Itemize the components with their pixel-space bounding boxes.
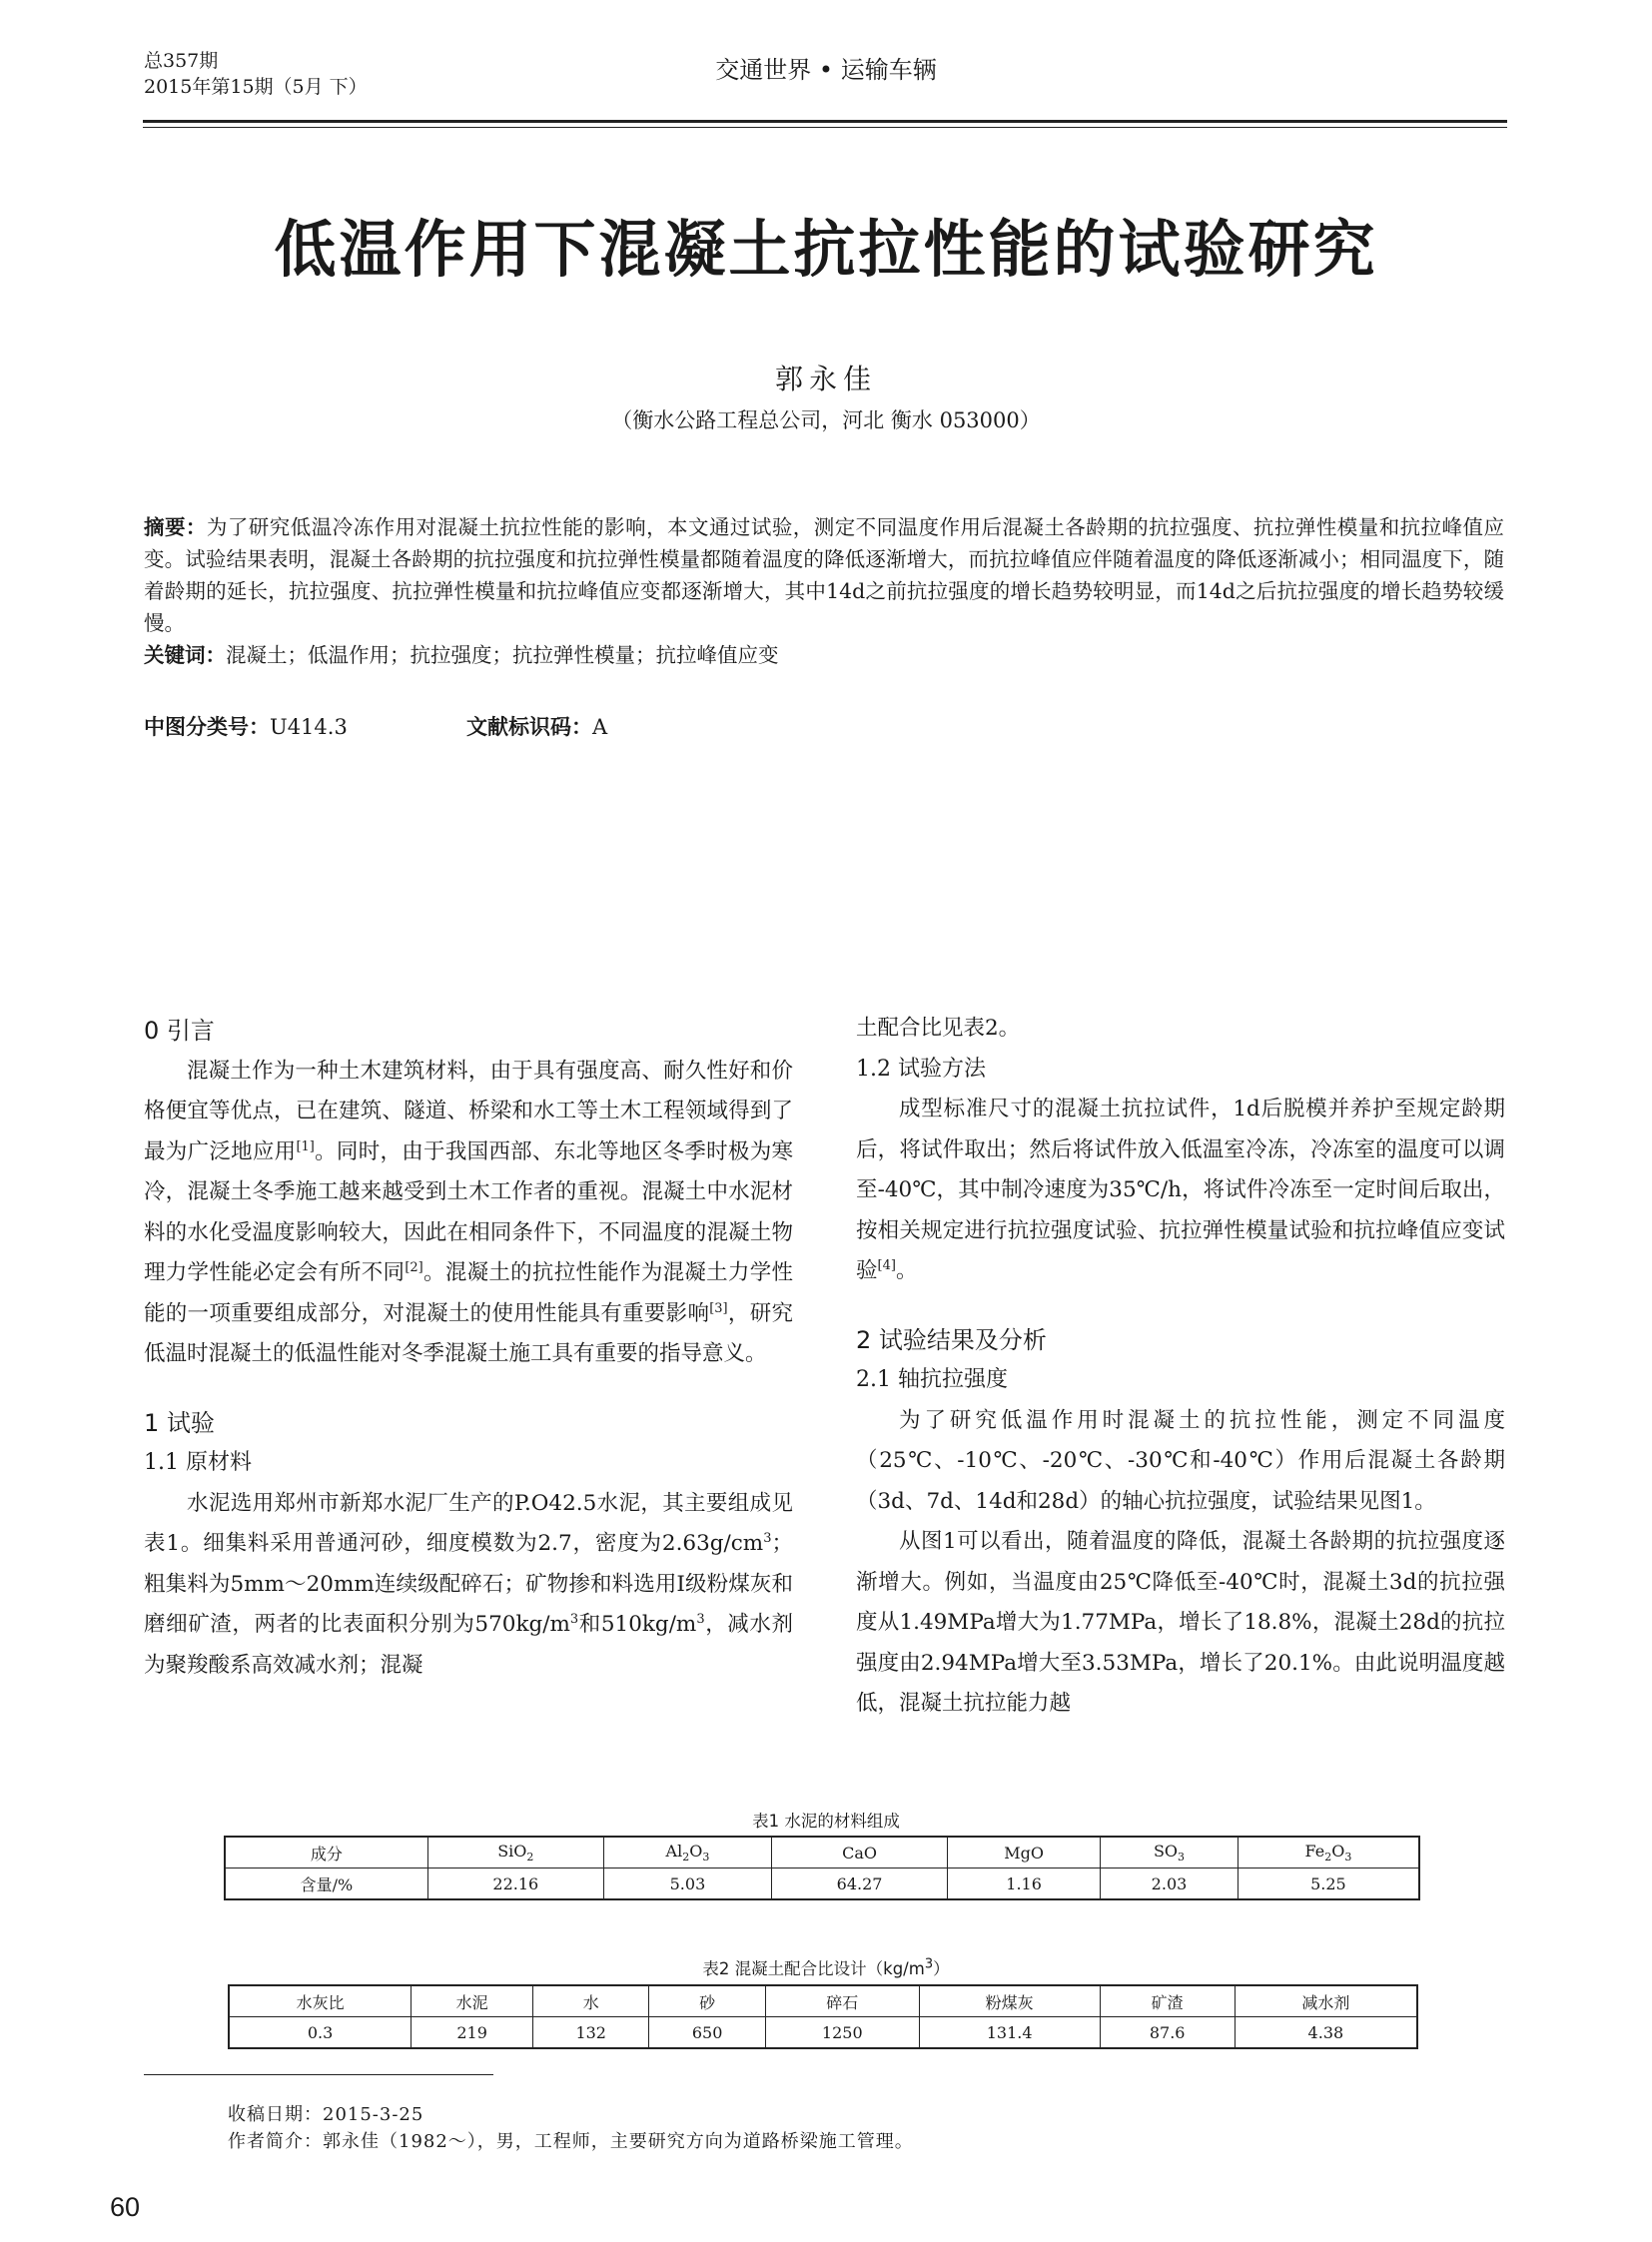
- right-column: [856, 1009, 1505, 1725]
- superscript: 3: [924, 1956, 934, 1972]
- materials-paragraph: [144, 1484, 793, 1687]
- author-bio: [228, 2127, 914, 2153]
- continued-text: 土配合比见表2。: [856, 1016, 1021, 1041]
- abstract-text: 为了研究低温冷冻作用对混凝土抗拉性能的影响，本文通过试验，测定不同温度作用后混凝土各龄期的抗拉强度、抗拉弹性模量和抗拉峰值应变。试验结果表明，混凝土各龄期的抗拉强度和抗拉弹性模量都随着温度的降低逐渐增大，而抗拉峰值应伴随着温度的降低逐渐减小；相同温度下，随着龄期的延长，抗拉强度、抗拉弹性模量和抗拉峰值应变都逐渐增大，其中14d之前抗拉强度的增长趋势较明显，而14d之后抗拉强度的增长趋势较缓慢。: [144, 515, 1505, 635]
- doc-code-value: A: [592, 715, 608, 739]
- table-cell: 64.27: [772, 1868, 948, 1900]
- superscript: 3: [569, 1611, 579, 1627]
- table-cell: 1250: [765, 2017, 919, 2049]
- citation-3: [3]: [709, 1300, 728, 1316]
- table-cell: $Al_2O_3$: [603, 1837, 771, 1868]
- clc-value: U414.3: [270, 715, 348, 739]
- keywords-label: 关键词：: [144, 643, 226, 667]
- table-cell: 4.38: [1235, 2017, 1417, 2049]
- table-cell: 650: [649, 2017, 765, 2049]
- table-2-caption-text: 表2 混凝土配合比设计（kg/m: [702, 1959, 925, 1978]
- table-cell: 1.16: [948, 1868, 1101, 1900]
- section-1-1-heading: 1.1 原材料: [144, 1450, 252, 1475]
- keywords-text: 混凝土；低温作用；抗拉强度；抗拉弹性模量；抗拉峰值应变: [226, 643, 779, 667]
- superscript: 3: [696, 1611, 705, 1627]
- table-row: [229, 1985, 1417, 2017]
- citation-1: [1]: [296, 1138, 315, 1154]
- table-cell: 5.03: [603, 1868, 771, 1900]
- table-cell: 碎石: [765, 1985, 919, 2017]
- table-cell: 水: [533, 1985, 649, 2017]
- table-row: [225, 1868, 1419, 1900]
- table-cell: 砂: [649, 1985, 765, 2017]
- table-1-caption: 表1 水泥的材料组成: [752, 1812, 900, 1831]
- table-2: [228, 1984, 1418, 2049]
- table-cell: 粉煤灰: [919, 1985, 1100, 2017]
- table-cell: 减水剂: [1235, 1985, 1417, 2017]
- table-cell: 含量/%: [225, 1868, 427, 1900]
- table-cell: SiO$_2$: [427, 1837, 603, 1868]
- table-cell: $Fe_2O_3$: [1238, 1837, 1419, 1868]
- table-cell: CaO: [772, 1837, 948, 1868]
- received-value: 2015-3-25: [323, 2104, 424, 2125]
- table-cell: 87.6: [1100, 2017, 1235, 2049]
- table-cell: 成分: [225, 1837, 427, 1868]
- table-2-caption: [0, 1955, 1652, 1979]
- table-cell: 矿渣: [1100, 1985, 1235, 2017]
- section-1-2-heading: 1.2 试验方法: [856, 1056, 986, 1082]
- abstract: [144, 511, 1504, 639]
- table-1: [224, 1836, 1420, 1900]
- page-number: 60: [110, 2192, 141, 2222]
- section-1-heading: 1 试验: [144, 1408, 215, 1437]
- results-paragraph-1: 为了研究低温作用时混凝土的抗拉性能，测定不同温度（25℃、-10℃、-20℃、-30℃和-40℃）作用后混凝土各龄期（3d、7d、14d和28d）的轴心抗拉强度，试验结果见图1。: [856, 1407, 1505, 1514]
- intro-text-b: 。同时，由于我国西部、东北等地区冬季时极为寒冷，混凝土冬季施工越来越受到土木工作者的重视。混凝土中水泥材料的水化受温度影响较大，因此在相同条件下，不同温度的混凝土物理力学性能必定会有所不同: [144, 1138, 793, 1285]
- journal-name: 交通世界 • 运输车辆: [715, 56, 937, 84]
- doc-code: [466, 711, 607, 741]
- table-cell: 22.16: [427, 1868, 603, 1900]
- method-text: 成型标准尺寸的混凝土抗拉试件，1d后脱模并养护至规定龄期后，将试件取出；然后将试件放入低温室冷冻，冷冻室的温度可以调至-40℃，其中制冷速度为35℃/h，将试件冷冻至一定时间后取出，按相关规定进行抗拉强度试验、抗拉弹性模量试验和抗拉峰值应变试验: [856, 1097, 1505, 1283]
- author-name: 郭永佳: [774, 363, 877, 395]
- section-0-heading: 0 引言: [144, 1017, 215, 1045]
- abstract-block: [144, 511, 1504, 671]
- table-cell: 水灰比: [229, 1985, 412, 2017]
- section-2-heading: 2 试验结果及分析: [856, 1325, 1047, 1354]
- table-cell: 219: [412, 2017, 533, 2049]
- footnote-rule: [144, 2074, 493, 2075]
- citation-2: [2]: [405, 1259, 423, 1275]
- materials-text-b: ；粗集料为5mm～20mm连续级配碎石；矿物掺和料选用Ⅰ级粉煤灰和磨细矿渣，两者的比表面积分别为570kg/m: [144, 1531, 793, 1637]
- intro-text-d: ，研究低温时混凝土的低温性能对冬季混凝土施工具有重要的指导意义。: [144, 1300, 793, 1366]
- table-cell: 131.4: [919, 2017, 1100, 2049]
- received-label: 收稿日期：: [228, 2104, 323, 2125]
- results-paragraph-2: 从图1可以看出，随着温度的降低，混凝土各龄期的抗拉强度逐渐增大。例如，当温度由25℃降低至-40℃时，混凝土3d的抗拉强度从1.49MPa增大为1.77MPa，增长了18.8%，混凝土28d的抗拉强度由2.94MPa增大至3.53MPa，增长了20.1%。由此说明温度越低，混凝土抗拉能力越: [856, 1529, 1505, 1716]
- table-2-caption-end: ）: [933, 1959, 950, 1978]
- table-row: [225, 1837, 1419, 1868]
- superscript: 3: [763, 1530, 772, 1546]
- intro-text-a: 混凝土作为一种土木建筑材料，由于具有强度高、耐久性好和价格便宜等优点，已在建筑、隧道、桥梁和水工等土木工程领域得到了最为广泛地应用: [144, 1058, 793, 1164]
- issue-total: 总357期: [144, 50, 219, 72]
- intro-paragraph: [144, 1052, 793, 1375]
- citation-4: [4]: [877, 1257, 896, 1273]
- materials-text-a: 水泥选用郑州市新郑水泥厂生产的P.O42.5水泥，其主要组成见表1。细集料采用普通河砂，细度模数为2.7，密度为2.63g/cm: [144, 1490, 793, 1556]
- method-text-end: 。: [895, 1258, 918, 1283]
- abstract-label: 摘要：: [144, 515, 207, 539]
- clc-label: 中图分类号：: [144, 715, 270, 739]
- received-date: [228, 2100, 423, 2126]
- materials-text-d: ，减水剂为聚羧酸系高效减水剂；混凝: [144, 1612, 793, 1678]
- table-cell: 0.3: [229, 2017, 412, 2049]
- table-cell: MgO: [948, 1837, 1101, 1868]
- doc-code-label: 文献标识码：: [466, 715, 592, 739]
- keywords: [144, 639, 1504, 671]
- intro-text-c: 。混凝土的抗拉性能作为混凝土力学性能的一项重要组成部分，对混凝土的使用性能具有重要影响: [144, 1260, 793, 1326]
- header-rule-thick: [143, 120, 1507, 123]
- affiliation: （衡水公路工程总公司，河北 衡水 053000）: [611, 408, 1041, 432]
- table-cell: 水泥: [412, 1985, 533, 2017]
- method-paragraph: [856, 1090, 1505, 1292]
- bio-text: 郭永佳（1982～），男，工程师，主要研究方向为道路桥梁施工管理。: [323, 2131, 914, 2152]
- left-column: [144, 1009, 793, 1686]
- issue-date: 2015年第15期（5月 下）: [144, 76, 368, 98]
- bio-label: 作者简介：: [228, 2131, 323, 2152]
- paper-title: 低温作用下混凝土抗拉性能的试验研究: [274, 213, 1378, 286]
- header-rule-thin: [143, 127, 1507, 128]
- table-cell: 2.03: [1101, 1868, 1239, 1900]
- table-cell: $SO_3$: [1101, 1837, 1239, 1868]
- clc-number: [144, 711, 348, 741]
- table-row: [229, 2017, 1417, 2049]
- table-cell: 132: [533, 2017, 649, 2049]
- section-2-1-heading: 2.1 轴抗拉强度: [856, 1367, 1008, 1392]
- table-cell: 5.25: [1238, 1868, 1419, 1900]
- materials-text-c: 和510kg/m: [578, 1612, 697, 1637]
